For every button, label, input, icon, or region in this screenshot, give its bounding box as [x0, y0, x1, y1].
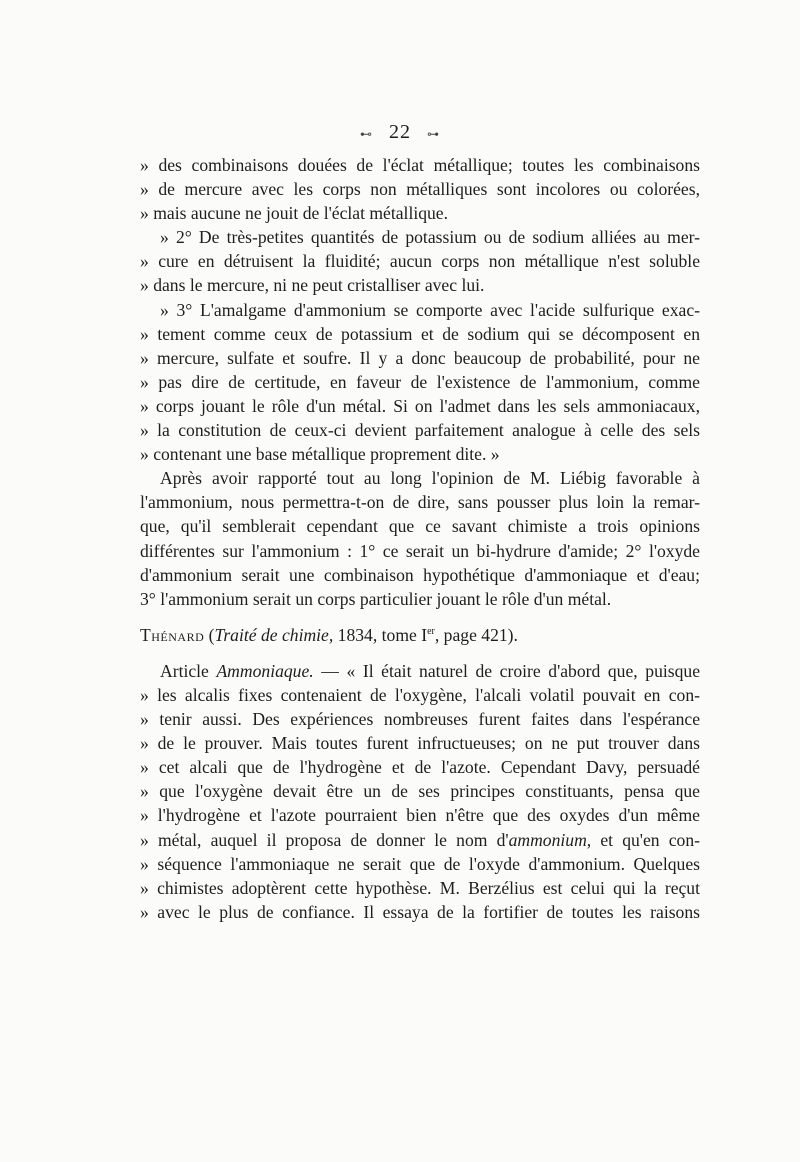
citation-close: , page 421).: [434, 624, 518, 645]
text-line: » cure en détruisent la fluidité; aucun corps non métallique n'est soluble: [140, 251, 700, 272]
text-line: » des combinaisons douées de l'éclat métallique; toutes les combinaisons: [140, 155, 700, 175]
text-line: » pas dire de certitude, en faveur de l'existence de l'ammonium, comme: [140, 371, 700, 392]
text-line: » que l'oxygène devait être un de ses principes constituants, pensa que: [140, 781, 700, 802]
text-line: » dans le mercure, ni ne peut cristalliser avec lui.: [140, 275, 485, 296]
nom-prefix: » métal, auquel il proposa de donner le nom d': [140, 829, 509, 850]
text-line: » 2° De très-petites quantités de potassium ou de sodium alliées au mer-: [160, 227, 700, 248]
text-line: » séquence l'ammoniaque ne serait que de l'oxyde d'ammonium. Quelques: [140, 853, 700, 874]
citation-open: (: [204, 624, 215, 645]
nom-word: ammonium,: [508, 829, 592, 850]
text-line: » l'hydrogène et l'azote pourraient bien n'être que des oxydes d'un même: [140, 805, 700, 826]
text-line: d'ammonium serait une combinaison hypothétique d'ammoniaque et d'eau;: [140, 564, 700, 585]
citation-title: Traité de chimie,: [214, 624, 334, 645]
text-line: » tement comme ceux de potassium et de sodium qui se décomposent en: [140, 323, 700, 344]
text-line: Après avoir rapporté tout au long l'opinion de M. Liébig favorable à: [160, 468, 700, 489]
quote-block-liebig: [140, 153, 700, 611]
text-line: » les alcalis fixes contenaient de l'oxygène, l'alcali volatil pouvait en con-: [140, 684, 700, 705]
text-line: » chimistes adoptèrent cette hypothèse. M. Berzélius est celui qui la reçut: [140, 877, 700, 898]
text-line: » mais aucune ne jouit de l'éclat métallique.: [140, 203, 449, 224]
ornament-right-icon: ⊶: [427, 127, 440, 141]
page-number: 22: [389, 121, 411, 143]
page-header: [0, 121, 800, 144]
text-line: l'ammonium, nous permettra-t-on de dire, sans pousser plus loin la remar-: [140, 492, 700, 513]
article-line: [140, 659, 700, 683]
text-line: » de mercure avec les corps non métalliques sont incolores ou colorées,: [140, 179, 700, 200]
text-line: » tenir aussi. Des expériences nombreuses furent faites dans l'espérance: [140, 709, 700, 730]
citation-details: 1834, tome I: [333, 624, 428, 645]
citation-line: [140, 623, 700, 647]
text-line: [140, 828, 700, 852]
text-line: » de le prouver. Mais toutes furent infructueuses; on ne put trouver dans: [140, 733, 700, 754]
text-line: » mercure, sulfate et soufre. Il y a donc beaucoup de probabilité, pour ne: [140, 347, 700, 368]
ornament-left-icon: ⊷: [360, 127, 373, 141]
article-prefix: Article: [160, 660, 217, 681]
citation-sup: er: [427, 625, 435, 637]
text-line: 3° l'ammonium serait un corps particulier jouant le rôle d'un métal.: [140, 588, 612, 609]
text-line: » contenant une base métallique proprement dite. »: [140, 444, 500, 465]
text-line: » avec le plus de confiance. Il essaya de la fortifier de toutes les raisons: [140, 901, 700, 922]
text-line: différentes sur l'ammonium : 1° ce serait un bi-hydrure d'amide; 2° l'oxyde: [140, 540, 700, 561]
quote-block-thenard-end: [140, 852, 700, 924]
text-line: » corps jouant le rôle d'un métal. Si on l'admet dans les sels ammoniacaux,: [140, 395, 700, 416]
text-line: » cet alcali que de l'hydrogène et de l'azote. Cependant Davy, persuadé: [140, 757, 700, 778]
body-text: [140, 153, 700, 924]
citation-author: Thénard: [140, 624, 205, 645]
nom-rest: et qu'en con-: [591, 829, 701, 850]
article-rest: — « Il était naturel de croire d'abord que, puisque: [313, 660, 700, 681]
article-name: Ammoniaque.: [216, 660, 314, 681]
quote-block-thenard: [140, 683, 700, 828]
text-line: » la constitution de ceux-ci devient parfaitement analogue à celle des sels: [140, 420, 700, 441]
text-line: » 3° L'amalgame d'ammonium se comporte avec l'acide sulfurique exac-: [160, 299, 700, 320]
text-line: que, qu'il semblerait cependant que ce savant chimiste a trois opinions: [140, 516, 700, 537]
